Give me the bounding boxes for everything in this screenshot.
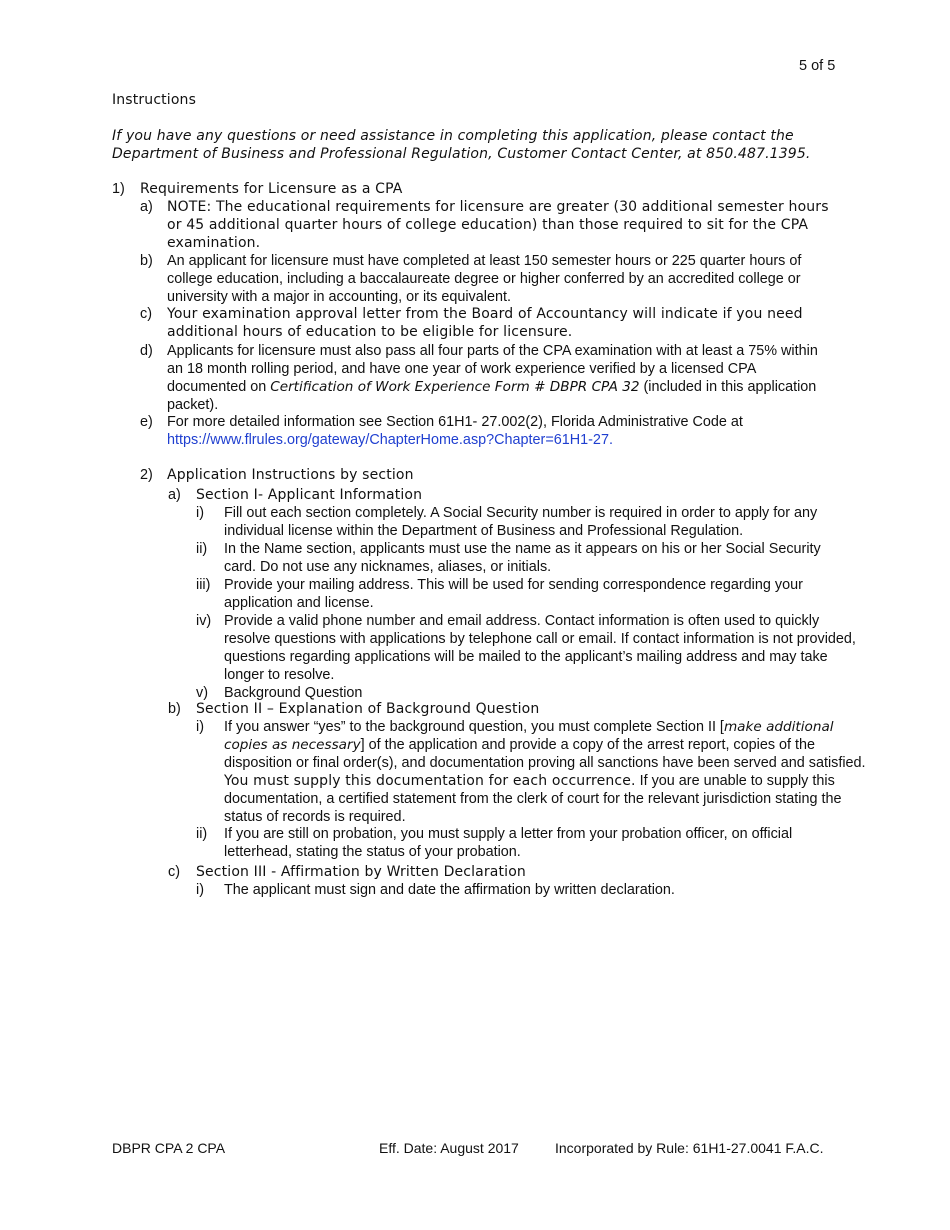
list-text: Provide a valid phone number and email address. Contact information is often used to quickly resolve questions with applications by telephone call or email. If contact information is not provided, questions regarding applications will be mailed to the applicant’s mailing address and may take longer to resolve.	[224, 613, 856, 683]
list-text: If you are still on probation, you must supply a letter from your probation officer, on official letterhead, stating the status of your probation.	[224, 826, 793, 860]
footer-form-id: DBPR CPA 2 CPA	[112, 1140, 226, 1156]
section-2b-title: Section II – Explanation of Background Question	[196, 701, 540, 717]
italic-note: make additional copies as necessary	[224, 719, 834, 753]
text-after: (included in this application packet).	[167, 379, 817, 413]
contact-note: If you have any questions or need assistance in completing this application, please contact the Department of Business and Professional Regulation, Customer Contact Center, at 850.487.1395.	[112, 128, 811, 162]
list-text: Your examination approval letter from the Board of Accountancy will indicate if you need additional hours of education to be eligible for licensure.	[167, 306, 803, 340]
text-before: If you answer “yes” to the background question, you must complete Section II [	[224, 719, 724, 735]
list-text: An applicant for licensure must have completed at least 150 semester hours or 225 quarter hours of college education, including a baccalaureate degree or higher conferred by an accredited college or university with a major in accounting, or its equivalent.	[167, 253, 802, 305]
list-text: In the Name section, applicants must use the name as it appears on his or her Social Security card. Do not use any nicknames, aliases, or initials.	[224, 541, 821, 575]
text-before: Applicants for licensure must also pass all four parts of the CPA examination with at least a 75% within an 18 month rolling period, and have one year of work experience verified by a licensed CPA documented on	[167, 343, 818, 395]
footer-rule: Incorporated by Rule: 61H1-27.0041 F.A.C.	[555, 1140, 824, 1156]
list-label: i)	[196, 882, 204, 898]
section-2-number: 2)	[140, 467, 153, 483]
list-label: c)	[168, 864, 180, 880]
text-mid: ] of the application and provide a copy of the arrest report, copies of the disposition or final order(s), and documentation proving all sanctions have been served and satisfied.	[224, 737, 866, 771]
flrules-link[interactable]: https://www.flrules.org/gateway/ChapterHome.asp?Chapter=61H1-27.	[167, 432, 613, 448]
list-text: Fill out each section completely. A Social Security number is required in order to apply for any individual license within the Department of Business and Professional Regulation.	[224, 505, 818, 539]
list-text: The applicant must sign and date the affirmation by written declaration.	[224, 882, 675, 898]
page-heading: Instructions	[112, 92, 197, 108]
text-after: If you are unable to supply this documentation, a certified statement from the clerk of court for the relevant jurisdiction stating the status of records is required.	[224, 773, 842, 825]
list-label: c)	[140, 306, 152, 322]
list-label: i)	[196, 719, 204, 735]
list-label: e)	[140, 414, 153, 430]
list-label: a)	[168, 487, 181, 503]
list-label: v)	[196, 685, 208, 701]
list-label: iv)	[196, 613, 212, 629]
list-label: ii)	[196, 826, 208, 842]
section-2a-title: Section I- Applicant Information	[196, 487, 423, 503]
list-label: a)	[140, 199, 153, 215]
list-text	[167, 413, 832, 449]
section-2-title: Application Instructions by section	[167, 467, 414, 483]
form-name: Certification of Work Experience Form # DBPR CPA 32	[270, 379, 640, 395]
section-1-number: 1)	[112, 181, 125, 197]
section-1-title: Requirements for Licensure as a CPA	[140, 181, 403, 197]
page-number: 5 of 5	[799, 58, 836, 74]
list-label: i)	[196, 505, 204, 521]
list-label: ii)	[196, 541, 208, 557]
list-text: Background Question	[224, 685, 363, 701]
list-text	[167, 342, 832, 414]
emphasis-text: You must supply this documentation for each occurrence.	[224, 773, 636, 789]
rule-reference: For more detailed information see Section 61H1- 27.002(2), Florida Administrative Code at	[167, 414, 743, 430]
list-text: Provide your mailing address. This will be used for sending correspondence regarding your application and license.	[224, 577, 803, 611]
list-text: NOTE: The educational requirements for licensure are greater (30 additional semester hours or 45 additional quarter hours of college education) than those required to sit for the CPA examination.	[167, 199, 829, 251]
list-text	[224, 718, 869, 826]
list-label: b)	[168, 701, 181, 717]
list-label: d)	[140, 343, 153, 359]
list-label: iii)	[196, 577, 211, 593]
footer-eff-date: Eff. Date: August 2017	[379, 1140, 519, 1156]
section-2c-title: Section III - Affirmation by Written Declaration	[196, 864, 526, 880]
list-label: b)	[140, 253, 153, 269]
